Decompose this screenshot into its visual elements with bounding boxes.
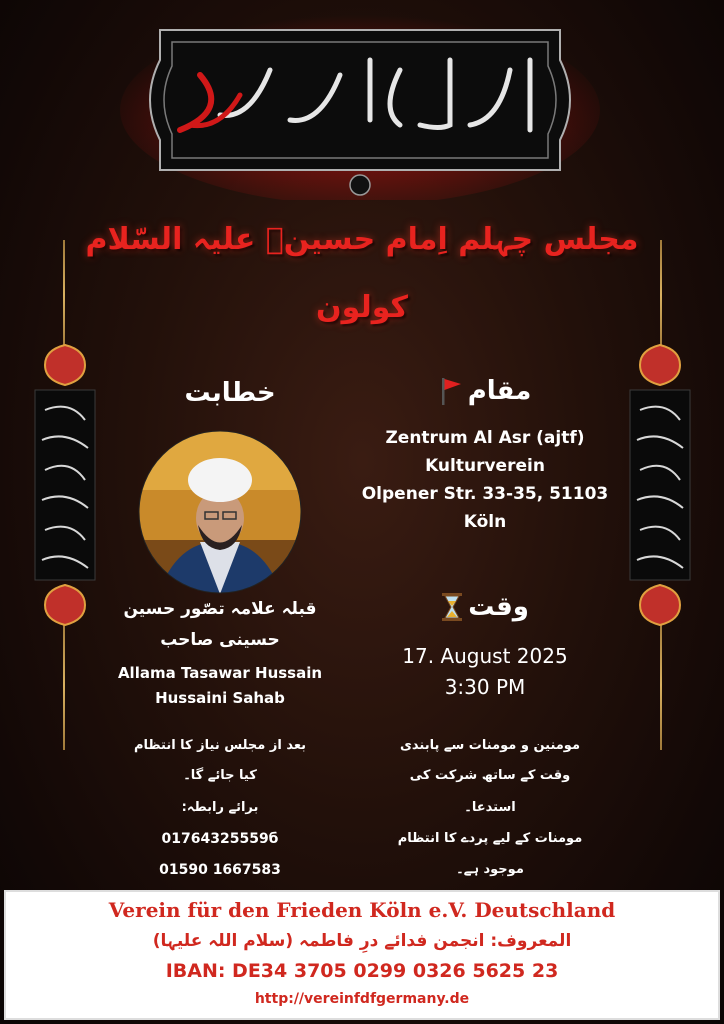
footer-iban: IBAN: DE34 3705 0299 0326 5625 23 bbox=[165, 960, 559, 982]
right-ornament bbox=[625, 340, 695, 630]
right-chain-bottom bbox=[660, 620, 662, 750]
calligraphy-banner bbox=[120, 0, 600, 200]
left-note-3: برائے رابطہ: bbox=[181, 800, 259, 815]
left-note-2: کیا جائے گا۔ bbox=[183, 768, 257, 783]
event-date: 17. August 2025 bbox=[402, 644, 568, 668]
speaker-name-english-1: Allama Tasawar Hussain bbox=[117, 664, 323, 682]
venue-line-4: Köln bbox=[463, 512, 507, 532]
right-chain-top bbox=[660, 240, 662, 350]
footer-website-link[interactable]: http://vereinfdfgermany.de bbox=[254, 991, 470, 1007]
flag-icon bbox=[439, 376, 463, 406]
contact-phone-1: 01764325559б bbox=[161, 831, 279, 847]
right-note-3: استدعا۔ bbox=[464, 800, 516, 815]
khitabat-heading: خطابت bbox=[184, 378, 276, 408]
speaker-name-english-2: Hussaini Sahab bbox=[155, 689, 285, 707]
venue-heading-row bbox=[400, 376, 570, 406]
right-note-4: مومنات کے لیے پردے کا انتظام bbox=[397, 831, 583, 846]
footer-known-as: المعروف: انجمن فدائے درِ فاطمہ (سلام اللہ علیہا) bbox=[152, 931, 572, 951]
time-heading-row bbox=[400, 592, 570, 622]
left-chain-bottom bbox=[63, 620, 65, 750]
right-note-5: موجود ہے۔ bbox=[456, 862, 524, 877]
footer-org-name: Verein für den Frieden Köln e.V. Deutschland bbox=[108, 898, 616, 922]
speaker-photo bbox=[138, 430, 302, 594]
right-note-1: مومنین و مومنات سے پابندی bbox=[399, 738, 581, 753]
event-title: مجلس چہلم اِمام حسینؑ علیہ السّلام bbox=[85, 222, 639, 257]
right-note-2: وقت کے ساتھ شرکت کی bbox=[409, 768, 571, 783]
venue-line-3: Olpener Str. 33-35, 51103 bbox=[361, 484, 609, 504]
left-chain-top bbox=[63, 240, 65, 350]
left-note-1: بعد از مجلس نیاز کا انتظام bbox=[133, 738, 307, 753]
speaker-name-urdu-2: حسینی صاحب bbox=[160, 630, 280, 650]
venue-line-2: Kulturverein bbox=[425, 456, 545, 476]
city-title: کولون bbox=[316, 290, 408, 325]
event-time: 3:30 PM bbox=[444, 675, 526, 699]
hourglass-icon bbox=[441, 592, 463, 622]
contact-phone-2: 01590 1667583 bbox=[159, 862, 281, 878]
speaker-name-urdu-1: قبلہ علامہ تصّور حسین bbox=[123, 599, 317, 619]
venue-line-1: Zentrum Al Asr (ajtf) bbox=[385, 428, 585, 448]
left-ornament bbox=[30, 340, 100, 630]
footer-box bbox=[4, 890, 720, 1020]
time-heading: وقت bbox=[468, 592, 529, 622]
venue-heading: مقام bbox=[467, 376, 532, 406]
